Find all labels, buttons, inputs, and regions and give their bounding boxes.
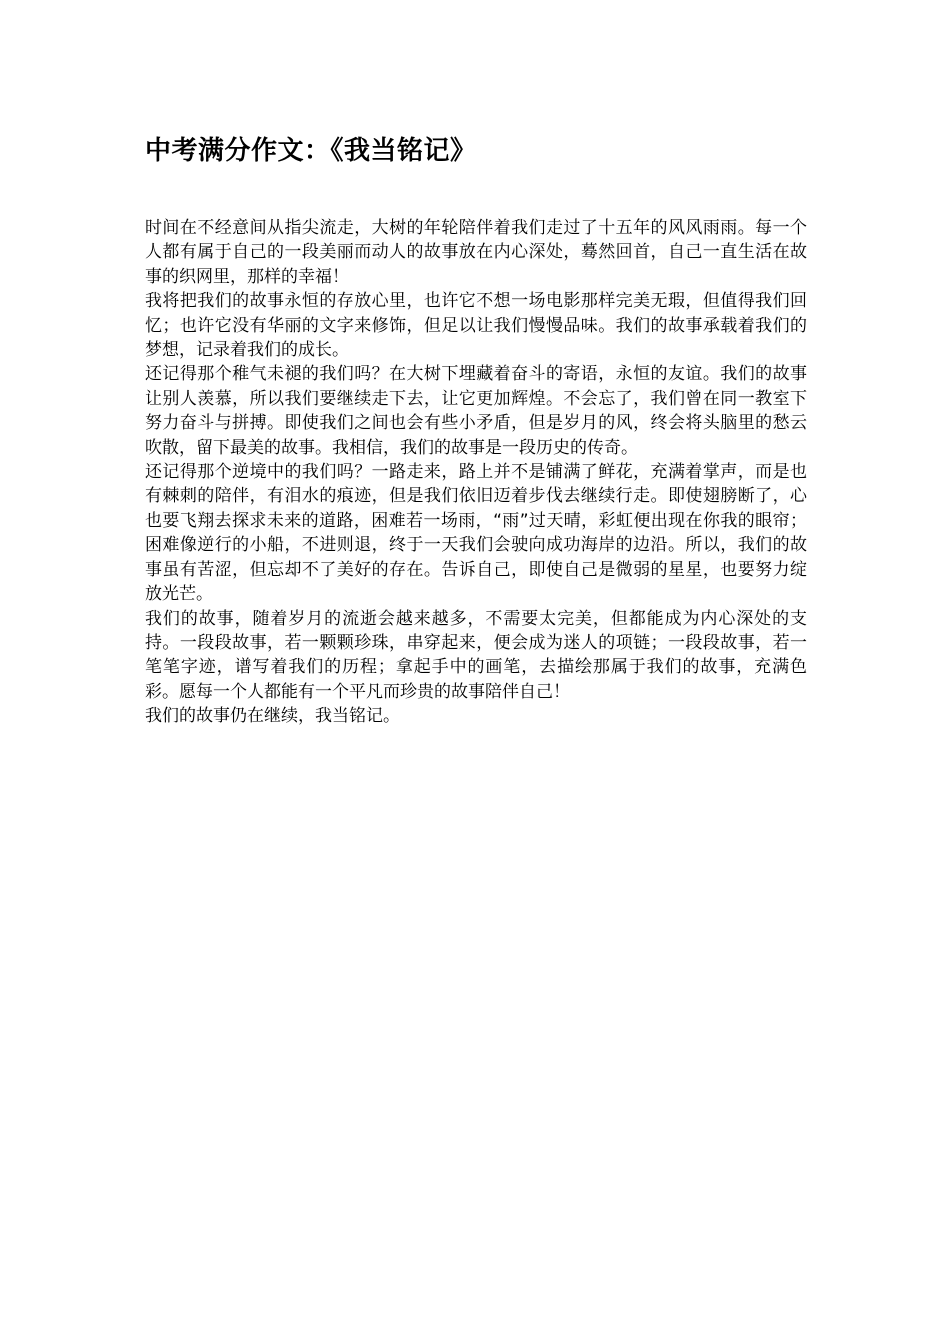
essay-paragraph-4: 还记得那个逆境中的我们吗？一路走来，路上并不是铺满了鲜花，充满着掌声，而是也有棘刺的陪伴，有泪水的痕迹，但是我们依旧迈着步伐去继续行走。即使翅膀断了，心也要飞翔去探求未来的道路，困难若一场雨，“雨”过天晴，彩虹便出现在你我的眼帘；困难像逆行的小船，不进则退，终于一天我们会驶向成功海岸的边沿。所以，我们的故事虽有苦涩，但忘却不了美好的存在。告诉自己，即使自己是微弱的星星，也要努力绽放光芒。 xyxy=(145,462,807,605)
essay-paragraph-3: 还记得那个稚气未褪的我们吗？在大树下埋藏着奋斗的寄语，永恒的友谊。我们的故事让别人羡慕，所以我们要继续走下去，让它更加辉煌。不会忘了，我们曾在同一教室下努力奋斗与拼搏。即使我们之间也会有些小矛盾，但是岁月的风，终会将头脑里的愁云吹散，留下最美的故事。我相信，我们的故事是一段历史的传奇。 xyxy=(145,364,807,458)
essay-paragraph-1: 时间在不经意间从指尖流走，大树的年轮陪伴着我们走过了十五年的风风雨雨。每一个人都有属于自己的一段美丽而动人的故事放在内心深处，蓦然回首，自己一直生活在故事的织网里，那样的幸福！ xyxy=(145,218,807,287)
essay-body xyxy=(145,216,807,729)
essay-paragraph-2: 我将把我们的故事永恒的存放心里，也许它不想一场电影那样完美无瑕，但值得我们回忆；也许它没有华丽的文字来修饰，但足以让我们慢慢品味。我们的故事承载着我们的梦想，记录着我们的成长。 xyxy=(145,291,807,361)
essay-paragraph-5: 我们的故事，随着岁月的流逝会越来越多，不需要太完美，但都能成为内心深处的支持。一段段故事，若一颗颗珍珠，串穿起来，便会成为迷人的项链；一段段故事，若一笔笔字迹，谱写着我们的历程；拿起手中的画笔，去描绘那属于我们的故事，充满色彩。愿每一个人都能有一个平凡而珍贵的故事陪伴自己！ xyxy=(145,608,807,702)
document-title: 中考满分作文：《我当铭记》 xyxy=(145,136,477,166)
essay-paragraph-6: 我们的故事仍在继续，我当铭记。 xyxy=(145,706,400,727)
